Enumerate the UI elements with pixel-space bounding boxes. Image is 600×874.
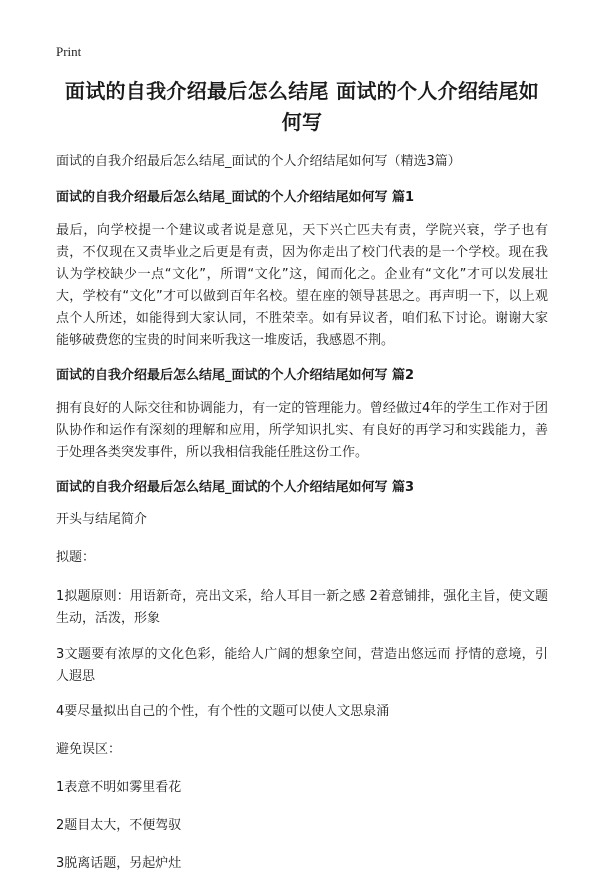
subtitle: 面试的自我介绍最后怎么结尾_面试的个人介绍结尾如何写（精选3篇） [56,154,461,169]
title-label: 拟题： [56,550,96,565]
section-2-paragraph: 拥有良好的人际交往和协调能力，有一定的管理能力。曾经做过4年的学生工作对于团队协作和运作有深刻的理解和应用，所学知识扎实、有良好的再学习和实践能力，善于处理各类突发事件，所以我相信我能任胜这份工作。 [56,401,548,460]
mistake-1: 1表意不明如雾里看花 [56,780,182,795]
section-heading-2: 面试的自我介绍最后怎么结尾_面试的个人介绍结尾如何写 篇2 [56,368,415,383]
section-heading-1: 面试的自我介绍最后怎么结尾_面试的个人介绍结尾如何写 篇1 [56,190,415,205]
print-link[interactable]: Print [56,44,82,59]
section-heading-3: 面试的自我介绍最后怎么结尾_面试的个人介绍结尾如何写 篇3 [56,480,415,495]
mistake-2: 2题目太大，不便驾驭 [56,818,182,833]
intro-line: 开头与结尾简介 [56,512,148,527]
title-principle-4: 4要尽量拟出自己的个性，有个性的文题可以使人文思泉涌 [56,704,390,719]
title-principle-3: 3文题要有浓厚的文化色彩，能给人广阔的想象空间，营造出悠远而 抒情的意境，引人遐思 [56,647,548,684]
section-1-paragraph: 最后，向学校提一个建议或者说是意见，天下兴亡匹夫有责，学院兴衰，学子也有责，不仅现在又责毕业之后更是有责，因为你走出了校门代表的是一个学校。现在我认为学校缺少一点“文化”，所谓“文化”这，闻而化之。企业有“文化”才可以发展壮大，学校有“文化”才可以做到百年名校。望在座的领导甚思之。再声明一下，以上观点个人所述，如能得到大家认同，不胜荣幸。如有异议者，咱们私下讨论。谢谢大家能够破费您的宝贵的时间来听我这一堆废话，我感恩不荆。 [56,223,548,348]
title-principle-1: 1拟题原则：用语新奇，亮出文采，给人耳目一新之感 2着意铺排，强化主旨，使文题生动，活泼，形象 [56,589,548,626]
page-title: 面试的自我介绍最后怎么结尾 面试的个人介绍结尾如何写 [64,79,540,134]
avoid-mistakes-label: 避免误区： [56,742,122,757]
mistake-3: 3脱离话题，另起炉灶 [56,856,182,871]
